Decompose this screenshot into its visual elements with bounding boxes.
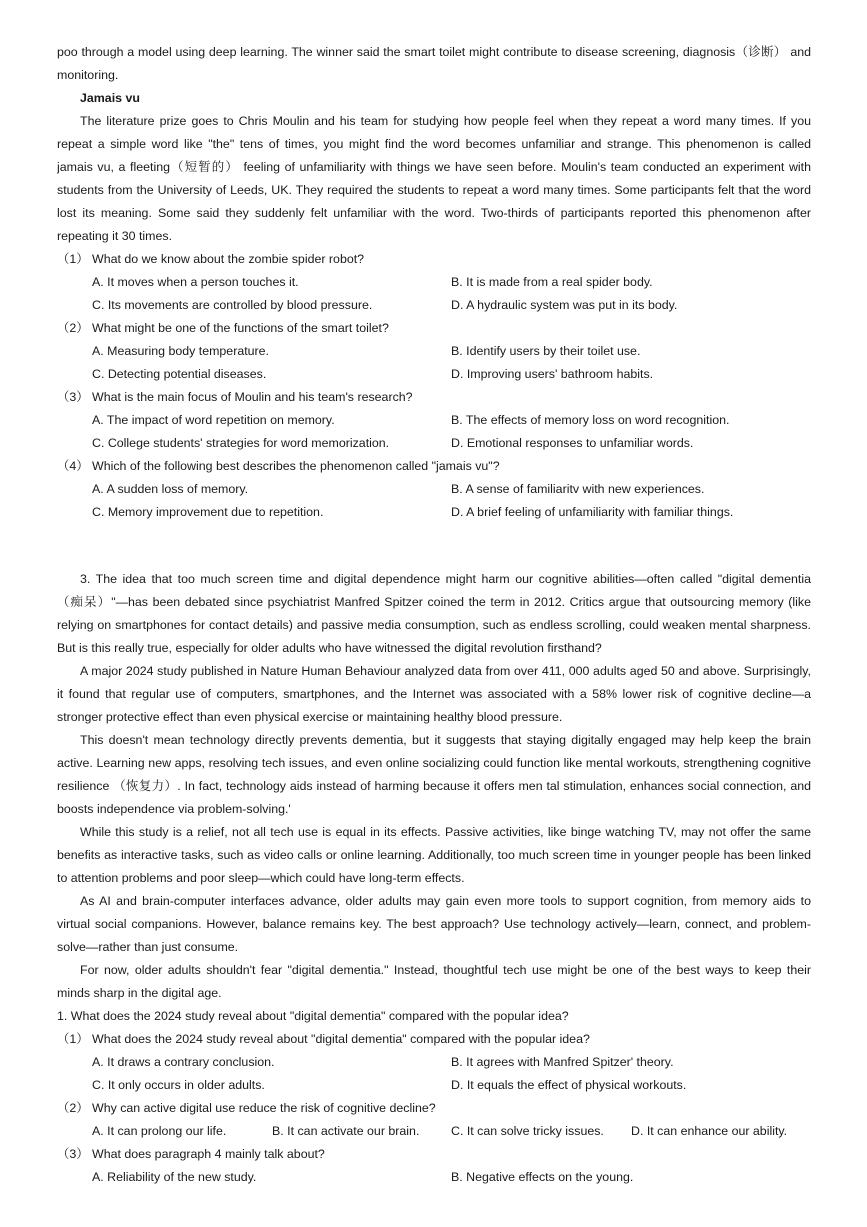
question-number: （4）	[57, 459, 89, 473]
question-text: What do we know about the zombie spider robot?	[92, 252, 365, 266]
question	[57, 455, 811, 478]
option-row	[57, 1166, 811, 1189]
option-b: B. Identify users by their toilet use.	[451, 344, 641, 358]
question-block	[57, 1143, 811, 1189]
section-spacer	[57, 524, 811, 568]
paragraph-line: This doesn't mean technology directly prevents dementia, but it suggests that staying digitally engaged may help keep the brain	[80, 733, 811, 747]
question-text: Which of the following best describes the phenomenon called "jamais vu"?	[92, 459, 500, 473]
question-number: （1）	[57, 252, 89, 266]
option-a: A. It moves when a person touches it.	[92, 275, 299, 289]
option-b: B. It is made from a real spider body.	[451, 275, 653, 289]
question-text: What does paragraph 4 mainly talk about?	[92, 1147, 325, 1161]
question-block	[57, 1097, 811, 1143]
paragraph-line: resilience （恢复力）. In fact, technology aids instead of harming because it offers men tal stimulation, enhances social connection, and	[57, 779, 811, 793]
question	[57, 248, 811, 271]
paragraph-line: boosts independence via problem-solving.'	[57, 802, 291, 816]
paragraph-line: As AI and brain-computer interfaces advance, older adults may gain even more tools to support cognition, from memory aids to	[80, 894, 811, 908]
question	[57, 386, 811, 409]
question-number: （2）	[57, 1101, 89, 1115]
option-row	[57, 432, 811, 455]
option-c: C. It can solve tricky issues.	[451, 1124, 604, 1138]
paragraph-line: For now, older adults shouldn't fear "digital dementia." Instead, thoughtful tech use might be one of the best ways to keep their	[80, 963, 811, 977]
paragraph-line: jamais vu, a fleeting（短暂的） feeling of unfamiliarity with things we have seen before. Moulin's team conducted an experiment with	[57, 160, 811, 174]
paragraph	[57, 959, 811, 1005]
section-heading: Jamais vu	[80, 91, 140, 105]
option-c: C. It only occurs in older adults.	[92, 1078, 265, 1092]
option-a: A. A sudden loss of memory.	[92, 482, 249, 496]
paragraph	[57, 660, 811, 729]
paragraph-line: repeating it 30 times.	[57, 229, 173, 243]
intro-line: monitoring.	[57, 68, 119, 82]
option-row	[57, 1051, 811, 1074]
question	[57, 1143, 811, 1166]
paragraph-line: virtual social companions. However, balance remains key. The best approach? Use technology actively—learn, connect, and problem-	[57, 917, 811, 931]
question-text: What does the 2024 study reveal about "digital dementia" compared with the popular idea?	[92, 1032, 590, 1046]
option-b: B. It agrees with Manfred Spitzer' theory.	[451, 1055, 674, 1069]
option-d: D. A brief feeling of unfamiliarity with familiar things.	[451, 505, 734, 519]
question-block	[57, 455, 811, 524]
paragraph	[57, 568, 811, 660]
question-number: （3）	[57, 1147, 89, 1161]
paragraph-line: solve—rather than just consume.	[57, 940, 239, 954]
question-number: （3）	[57, 390, 89, 404]
option-row	[57, 409, 811, 432]
option-d: D. It equals the effect of physical workouts.	[451, 1078, 687, 1092]
option-row	[57, 501, 811, 524]
option-row	[57, 363, 811, 386]
question	[57, 317, 811, 340]
question-text: What is the main focus of Moulin and his team's research?	[92, 390, 413, 404]
option-c: C. Detecting potential diseases.	[92, 367, 267, 381]
option-b: B. It can activate our brain.	[272, 1124, 420, 1138]
option-d: D. Improving users' bathroom habits.	[451, 367, 654, 381]
paragraph-line: （痴呆）"—has been debated since psychiatrist Manfred Spitzer coined the term in 2012. Critics argue that outsourcing memory (like	[57, 595, 811, 609]
option-b: B. A sense of familiaritv with new experiences.	[451, 482, 705, 496]
question	[57, 1028, 811, 1051]
option-a: A. Reliability of the new study.	[92, 1170, 257, 1184]
paragraph-line: repeat a simple word like "the" tens of times, you might find the word becomes unfamiliar and strange. This phenomenon is called	[57, 137, 811, 151]
paragraph-line: stronger protective effect than even physical exercise or maintaining healthy blood pressure.	[57, 710, 563, 724]
option-row	[57, 1074, 811, 1097]
paragraph	[57, 821, 811, 890]
option-b: B. Negative effects on the young.	[451, 1170, 634, 1184]
option-a: A. It draws a contrary conclusion.	[92, 1055, 275, 1069]
question-block	[57, 386, 811, 455]
paragraph-line: But is this really true, especially for older adults who have witnessed the digital revolution firsthand?	[57, 641, 602, 655]
paragraph-line: to attention problems and poor sleep—which could have long-term effects.	[57, 871, 465, 885]
intro-line: poo through a model using deep learning. The winner said the smart toilet might contribute to disease screening, diagnosis（诊断） and	[57, 45, 811, 59]
question-block	[57, 1028, 811, 1097]
option-row	[57, 478, 811, 501]
paragraph-line: benefits as interactive tasks, such as video calls or online learning. Additionally, too much screen time in younger people has been linked	[57, 848, 811, 862]
paragraph-line: active. Learning new apps, resolving tech issues, and even online socializing could function like mental workouts, strengthening cognitive	[57, 756, 811, 770]
paragraph-line: While this study is a relief, not all tech use is equal in its effects. Passive activities, like binge watching TV, may not offer the same	[80, 825, 811, 839]
option-b: B. The effects of memory loss on word recognition.	[451, 413, 730, 427]
option-d: D. Emotional responses to unfamiliar words.	[451, 436, 694, 450]
paragraph-line: 3. The idea that too much screen time and digital dependence might harm our cognitive abilities—often called "digital dementia	[80, 572, 811, 586]
question-text: What might be one of the functions of the smart toilet?	[92, 321, 389, 335]
option-c: C. Memory improvement due to repetition.	[92, 505, 324, 519]
exam-page	[57, 41, 811, 1189]
option-row	[57, 1120, 811, 1143]
option-row	[57, 271, 811, 294]
option-a: A. Measuring body temperature.	[92, 344, 270, 358]
option-c: C. Its movements are controlled by blood pressure.	[92, 298, 373, 312]
question-block	[57, 317, 811, 386]
question	[57, 1097, 811, 1120]
option-a: A. It can prolong our life.	[92, 1124, 227, 1138]
option-a: A. The impact of word repetition on memory.	[92, 413, 335, 427]
option-row	[57, 294, 811, 317]
option-d: D. It can enhance our ability.	[631, 1124, 788, 1138]
question-number: （1）	[57, 1032, 89, 1046]
paragraph	[57, 729, 811, 821]
paragraph-line: relying on smartphones for contact details) and passive media consumption, such as endless scrolling, could weaken mental sharpness.	[57, 618, 811, 632]
question-block	[57, 248, 811, 317]
paragraph	[57, 110, 811, 248]
option-d: D. A hydraulic system was put in its body.	[451, 298, 678, 312]
paragraph-line: A major 2024 study published in Nature Human Behaviour analyzed data from over 411, 000 adults aged 50 and above. Surprisingly,	[80, 664, 811, 678]
question-number: （2）	[57, 321, 89, 335]
option-row	[57, 340, 811, 363]
paragraph-line: it found that regular use of computers, smartphones, and the Internet was associated with a 58% lower risk of cognitive decline—a	[57, 687, 811, 701]
paragraph-line: students from the University of Leeds, UK. They required the students to repeat a word many times. Some participants felt that the word	[57, 183, 811, 197]
paragraph-line: The literature prize goes to Chris Moulin and his team for studying how people feel when they repeat a word many times. If you	[80, 114, 811, 128]
lead-question: 1. What does the 2024 study reveal about "digital dementia" compared with the popular idea?	[57, 1009, 569, 1023]
paragraph-line: lost its meaning. Some said they suddenly felt unfamiliar with the word. Two-thirds of participants reported this phenomenon after	[57, 206, 811, 220]
option-c: C. College students' strategies for word memorization.	[92, 436, 390, 450]
paragraph	[57, 890, 811, 959]
paragraph-line: minds sharp in the digital age.	[57, 986, 222, 1000]
question-text: Why can active digital use reduce the risk of cognitive decline?	[92, 1101, 436, 1115]
